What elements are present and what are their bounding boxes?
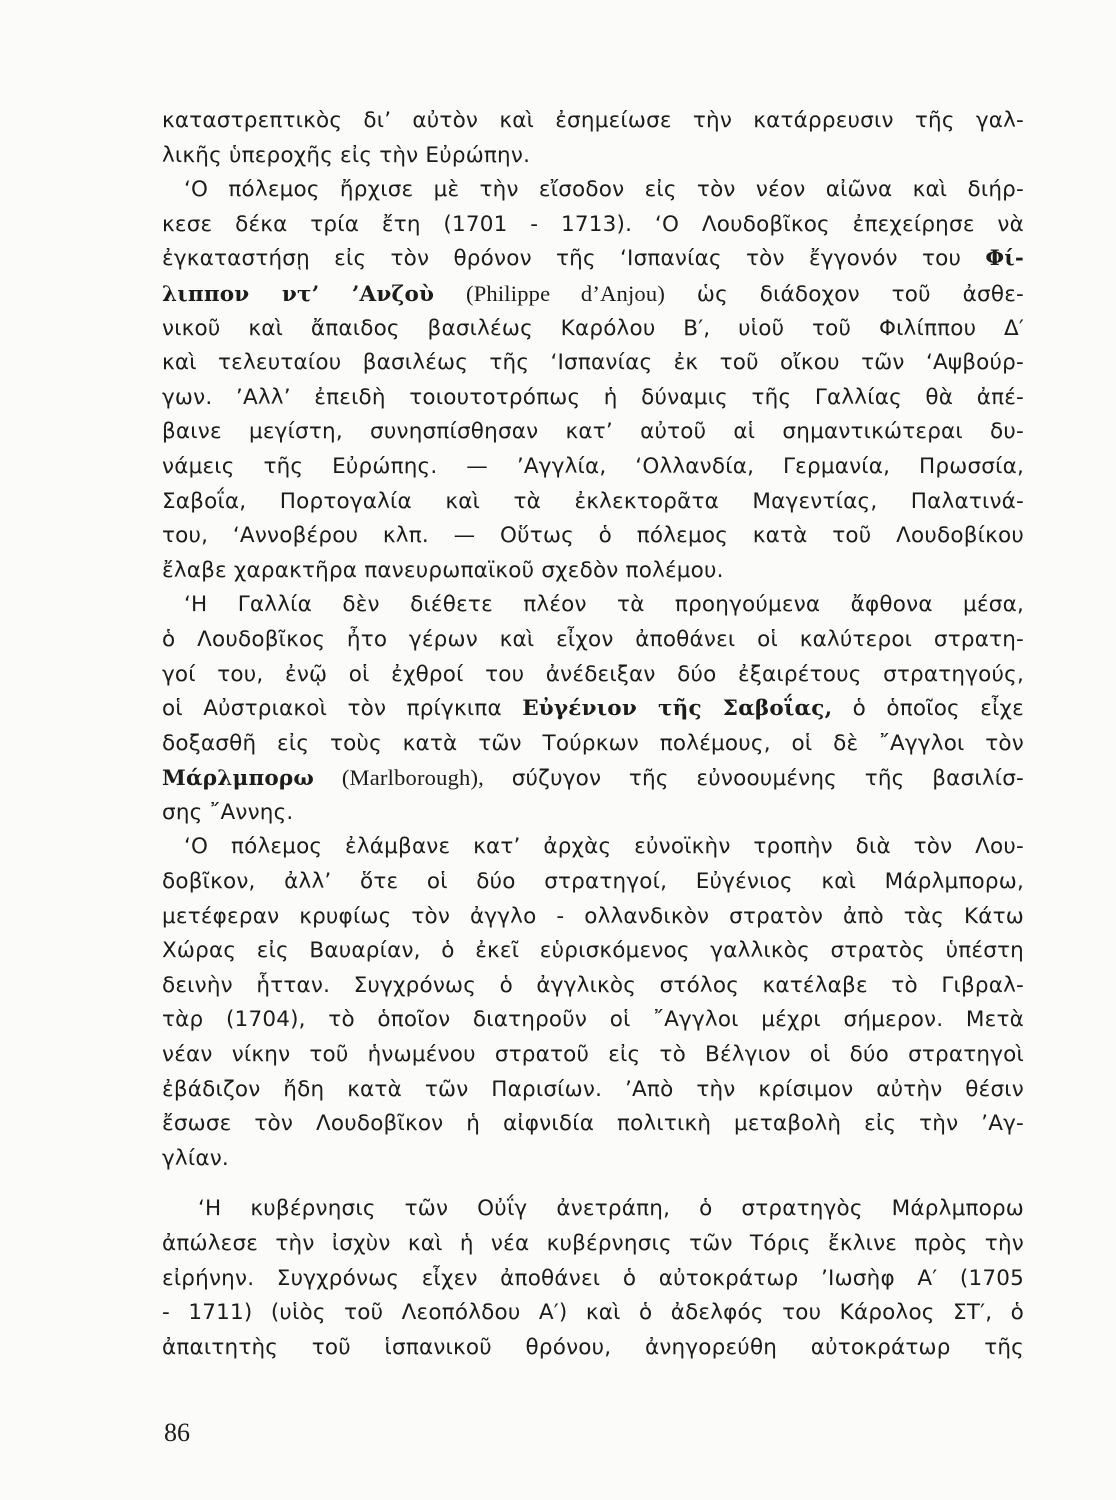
page-number: 86 bbox=[164, 1418, 190, 1447]
latin-name: (Philippe d’Anjou) bbox=[466, 280, 666, 306]
text-line: ὁ Λουδοβῖκος ἦτο γέρων καὶ εἶχον ἀποθάνει οἱ καλύτεροι στρατη- bbox=[162, 626, 1024, 652]
text-line: λιππον ντ’ ’Ανζοὺ (Philippe d’Anjou) ὡς διάδοχον τοῦ ἀσθε- bbox=[162, 280, 1024, 307]
text-line: ἐβάδιζον ἤδη κατὰ τῶν Παρισίων. ’Απὸ τὴν κρίσιμον αὐτὴν θέσιν bbox=[162, 1076, 1024, 1102]
text-line: δοξασθῆ εἰς τοὺς κατὰ τῶν Τούρκων πολέμους, οἱ δὲ ῎Αγγλοι τὸν bbox=[162, 730, 1024, 756]
text-line: ‘Η Γαλλία δὲν διέθετε πλέον τὰ προηγούμενα ἄφθονα μέσα, bbox=[184, 592, 1024, 618]
text-line: καὶ τελευταίου βασιλέως τῆς ‘Ισπανίας ἐκ τοῦ οἴκου τῶν ‘Αψβούρ- bbox=[162, 350, 1024, 376]
text-line: λικῆς ὑπεροχῆς εἰς τὴν Εὐρώπην. bbox=[162, 142, 531, 168]
text-line: Μάρλμπορω (Marlborough), σύζυγον τῆς εὐνοουμένης τῆς βασιλίσ- bbox=[162, 765, 1025, 792]
text-line: σης ῎Αννης. bbox=[162, 799, 294, 825]
text-line: εἰρήνην. Συγχρόνως εἶχεν ἀποθάνει ὁ αὐτοκράτωρ ’Ιωσὴφ Α′ (1705 bbox=[162, 1265, 1024, 1291]
text-line: νάμεις τῆς Εὐρώπης. — ’Αγγλία, ‘Ολλανδία, Γερμανία, Πρωσσία, bbox=[162, 453, 1024, 479]
text-line: δεινὴν ἧτταν. Συγχρόνως ὁ ἀγγλικὸς στόλος κατέλαβε τὸ Γιβραλ- bbox=[162, 972, 1024, 998]
text-line: ἔλαβε χαρακτῆρα πανευρωπαϊκοῦ σχεδὸν πολέμου. bbox=[162, 557, 724, 583]
text-line: του, ‘Αννοβέρου κλπ. — Οὕτως ὁ πόλεμος κατὰ τοῦ Λουδοβίκου bbox=[162, 523, 1024, 549]
text-line: βαινε μεγίστη, συνησπίσθησαν κατ’ αὐτοῦ αἱ σημαντικώτεραι δυ- bbox=[162, 419, 1024, 445]
bold-name: Φί- bbox=[985, 246, 1024, 272]
text-line: τὰρ (1704), τὸ ὁποῖον διατηροῦν οἱ ῎Αγγλοι μέχρι σήμερον. Μετὰ bbox=[162, 1007, 1024, 1033]
bold-name: λιππον ντ’ ’Ανζοὺ bbox=[162, 281, 435, 307]
text-line: Χώρας εἰς Βαυαρίαν, ὁ ἐκεῖ εὑρισκόμενος γαλλικὸς στρατὸς ὑπέστη bbox=[162, 938, 1024, 964]
text-line: οἱ Αὐστριακοὶ τὸν πρίγκιπα Εὐγένιον τῆς Σαβοΐας, ὁ ὁποῖος εἶχε bbox=[162, 696, 1024, 722]
text-line: ‘Ο πόλεμος ἐλάμβανε κατ’ ἀρχὰς εὐνοϊκὴν τροπὴν διὰ τὸν Λου- bbox=[184, 834, 1024, 860]
text-line: γλίαν. bbox=[162, 1145, 229, 1171]
text-line: ‘Η κυβέρνησις τῶν Οὐΐγ ἀνετράπη, ὁ στρατηγὸς Μάρλμπορω bbox=[198, 1196, 1024, 1222]
text-line: μετέφεραν κρυφίως τὸν ἀγγλο - ολλανδικὸν στρατὸν ἀπὸ τὰς Κάτω bbox=[162, 903, 1024, 929]
text-line: ἔσωσε τὸν Λουδοβῖκον ἡ αἰφνιδία πολιτικὴ μεταβολὴ εἰς τὴν ’Αγ- bbox=[162, 1111, 1024, 1137]
text-line: δοβῖκον, ἀλλ’ ὅτε οἱ δύο στρατηγοί, Εὐγένιος καὶ Μάρλμπορω, bbox=[162, 869, 1024, 895]
text-line: κεσε δέκα τρία ἔτη (1701 - 1713). ‘Ο Λουδοβῖκος ἐπεχείρησε νὰ bbox=[162, 211, 1024, 237]
text-line: γων. ’Αλλ’ ἐπειδὴ τοιουτοτρόπως ἡ δύναμις τῆς Γαλλίας θὰ ἀπέ- bbox=[162, 384, 1024, 410]
bold-name: Εὐγένιον τῆς Σαβοΐας, bbox=[522, 696, 833, 722]
text-line: ἐγκαταστήσῃ εἰς τὸν θρόνον τῆς ‘Ισπανίας τὸν ἔγγονόν του Φί- bbox=[162, 246, 1024, 272]
text-line: καταστρεπτικὸς δι’ αὐτὸν καὶ ἐσημείωσε τὴν κατάρρευσιν τῆς γαλ- bbox=[162, 108, 1024, 133]
text-line: ‘Ο πόλεμος ἤρχισε μὲ τὴν εἴσοδον εἰς τὸν νέον αἰῶνα καὶ διήρ- bbox=[184, 177, 1024, 203]
text-line: νέαν νίκην τοῦ ἡνωμένου στρατοῦ εἰς τὸ Βέλγιον οἱ δύο στρατηγοὶ bbox=[162, 1042, 1024, 1068]
latin-name: (Marlborough), bbox=[341, 765, 484, 791]
text-line: γοί του, ἐνῷ οἱ ἐχθροί του ἀνέδειξαν δύο ἐξαιρέτους στρατηγούς, bbox=[162, 661, 1024, 687]
page-body-text bbox=[162, 104, 1024, 1365]
text-line: νικοῦ καὶ ἄπαιδος βασιλέως Καρόλου Β′, υἱοῦ τοῦ Φιλίππου Δ′ bbox=[162, 315, 1024, 341]
text-line: Σαβοΐα, Πορτογαλία καὶ τὰ ἐκλεκτορᾶτα Μαγεντίας, Παλατινά- bbox=[162, 488, 1024, 514]
text-line: ἀπώλεσε τὴν ἰσχὺν καὶ ἡ νέα κυβέρνησις τῶν Τόρις ἔκλινε πρὸς τὴν bbox=[162, 1231, 1024, 1256]
bold-name: Μάρλμπορω bbox=[162, 766, 315, 792]
text-line: - 1711) (υἱὸς τοῦ Λεοπόλδου Α′) καὶ ὁ ἀδελφός του Κάρολος ΣΤ′, ὁ bbox=[162, 1300, 1024, 1326]
text-line: ἀπαιτητὴς τοῦ ἱσπανικοῦ θρόνου, ἀνηγορεύθη αὐτοκράτωρ τῆς bbox=[162, 1334, 1024, 1360]
